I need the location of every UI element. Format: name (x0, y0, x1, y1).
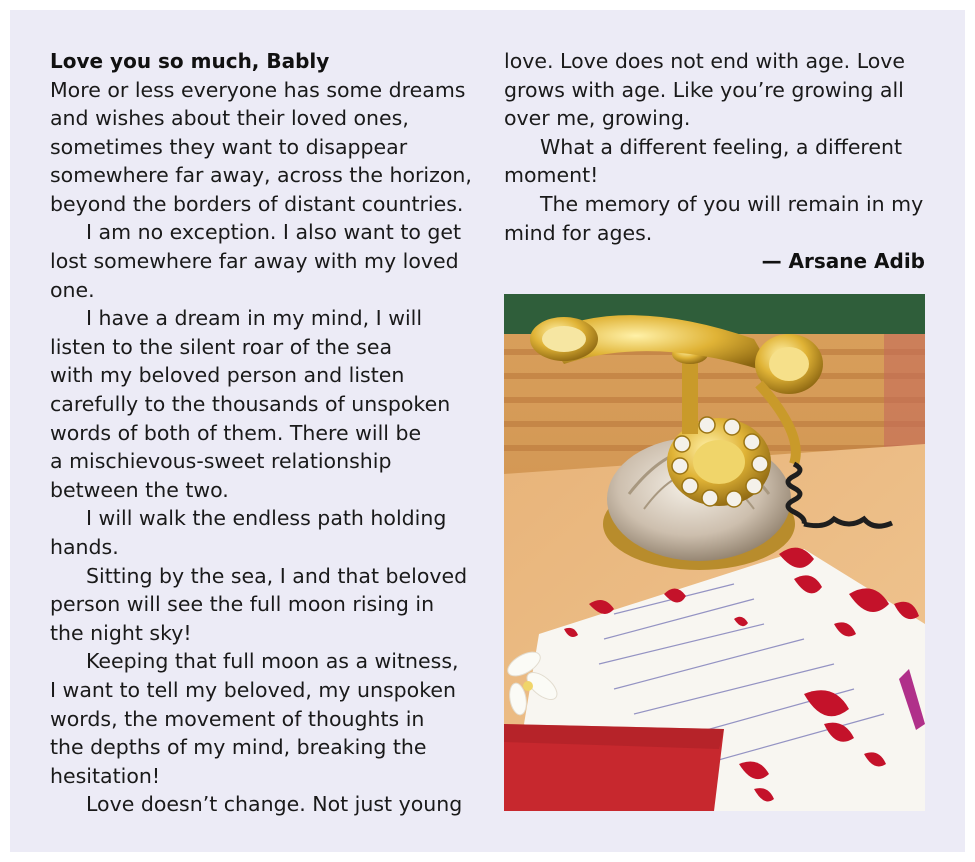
text-line: a mischievous-sweet relationship (50, 449, 392, 474)
text-line: grows with age. Like you’re growing all (504, 77, 904, 102)
text-line: I want to tell my beloved, my unspoken (50, 677, 456, 702)
paragraph-start-line: Sitting by the sea, I and that beloved (86, 563, 468, 588)
text-line: with my beloved person and listen (50, 363, 405, 388)
text-line: hands. (50, 535, 119, 559)
text-line: carefully to the thousands of unspoken (50, 392, 451, 417)
text-line: sometimes they want to disappear (50, 134, 408, 159)
text-line: beyond the borders of distant countries. (50, 191, 464, 216)
left-column (50, 47, 475, 819)
article-title: Love you so much, Bably (50, 49, 330, 73)
text-line: listen to the silent roar of the sea (50, 334, 393, 359)
text-line: the night sky! (50, 620, 192, 645)
text-line: words of both of them. There will be (50, 420, 422, 445)
paragraph-start-line: The memory of you will remain in my (540, 191, 924, 216)
text-line: between the two. (50, 477, 229, 502)
author-byline: — Arsane Adib (761, 249, 925, 274)
text-line: one. (50, 277, 95, 302)
paragraph-start-line: Keeping that full moon as a witness, (86, 649, 459, 674)
right-column (504, 47, 925, 276)
text-line: lost somewhere far away with my loved (50, 249, 459, 274)
paragraph-start-line: What a different feeling, a different (540, 134, 903, 159)
paragraph-start-line: I have a dream in my mind, I will (86, 306, 423, 331)
text-line: love. Love does not end with age. Love (504, 49, 906, 73)
text-line: over me, growing. (504, 106, 691, 131)
telephone-letter-illustration (504, 294, 925, 811)
paragraph-start-line: I will walk the endless path holding (86, 506, 447, 531)
paragraph-start-line: I am no exception. I also want to get (86, 220, 462, 245)
paragraph-start-line: Love doesn’t change. Not just young (86, 792, 463, 817)
text-line: the depths of my mind, breaking the (50, 735, 427, 760)
text-line: mind for ages. (504, 220, 653, 245)
text-line: hesitation! (50, 763, 161, 788)
text-line: More or less everyone has some dreams (50, 77, 466, 102)
text-line: and wishes about their loved ones, (50, 106, 409, 131)
article-photo (504, 294, 925, 811)
text-line: somewhere far away, across the horizon, (50, 163, 472, 188)
text-line: person will see the full moon rising in (50, 592, 435, 617)
text-line: moment! (504, 163, 599, 188)
text-line: words, the movement of thoughts in (50, 706, 425, 731)
